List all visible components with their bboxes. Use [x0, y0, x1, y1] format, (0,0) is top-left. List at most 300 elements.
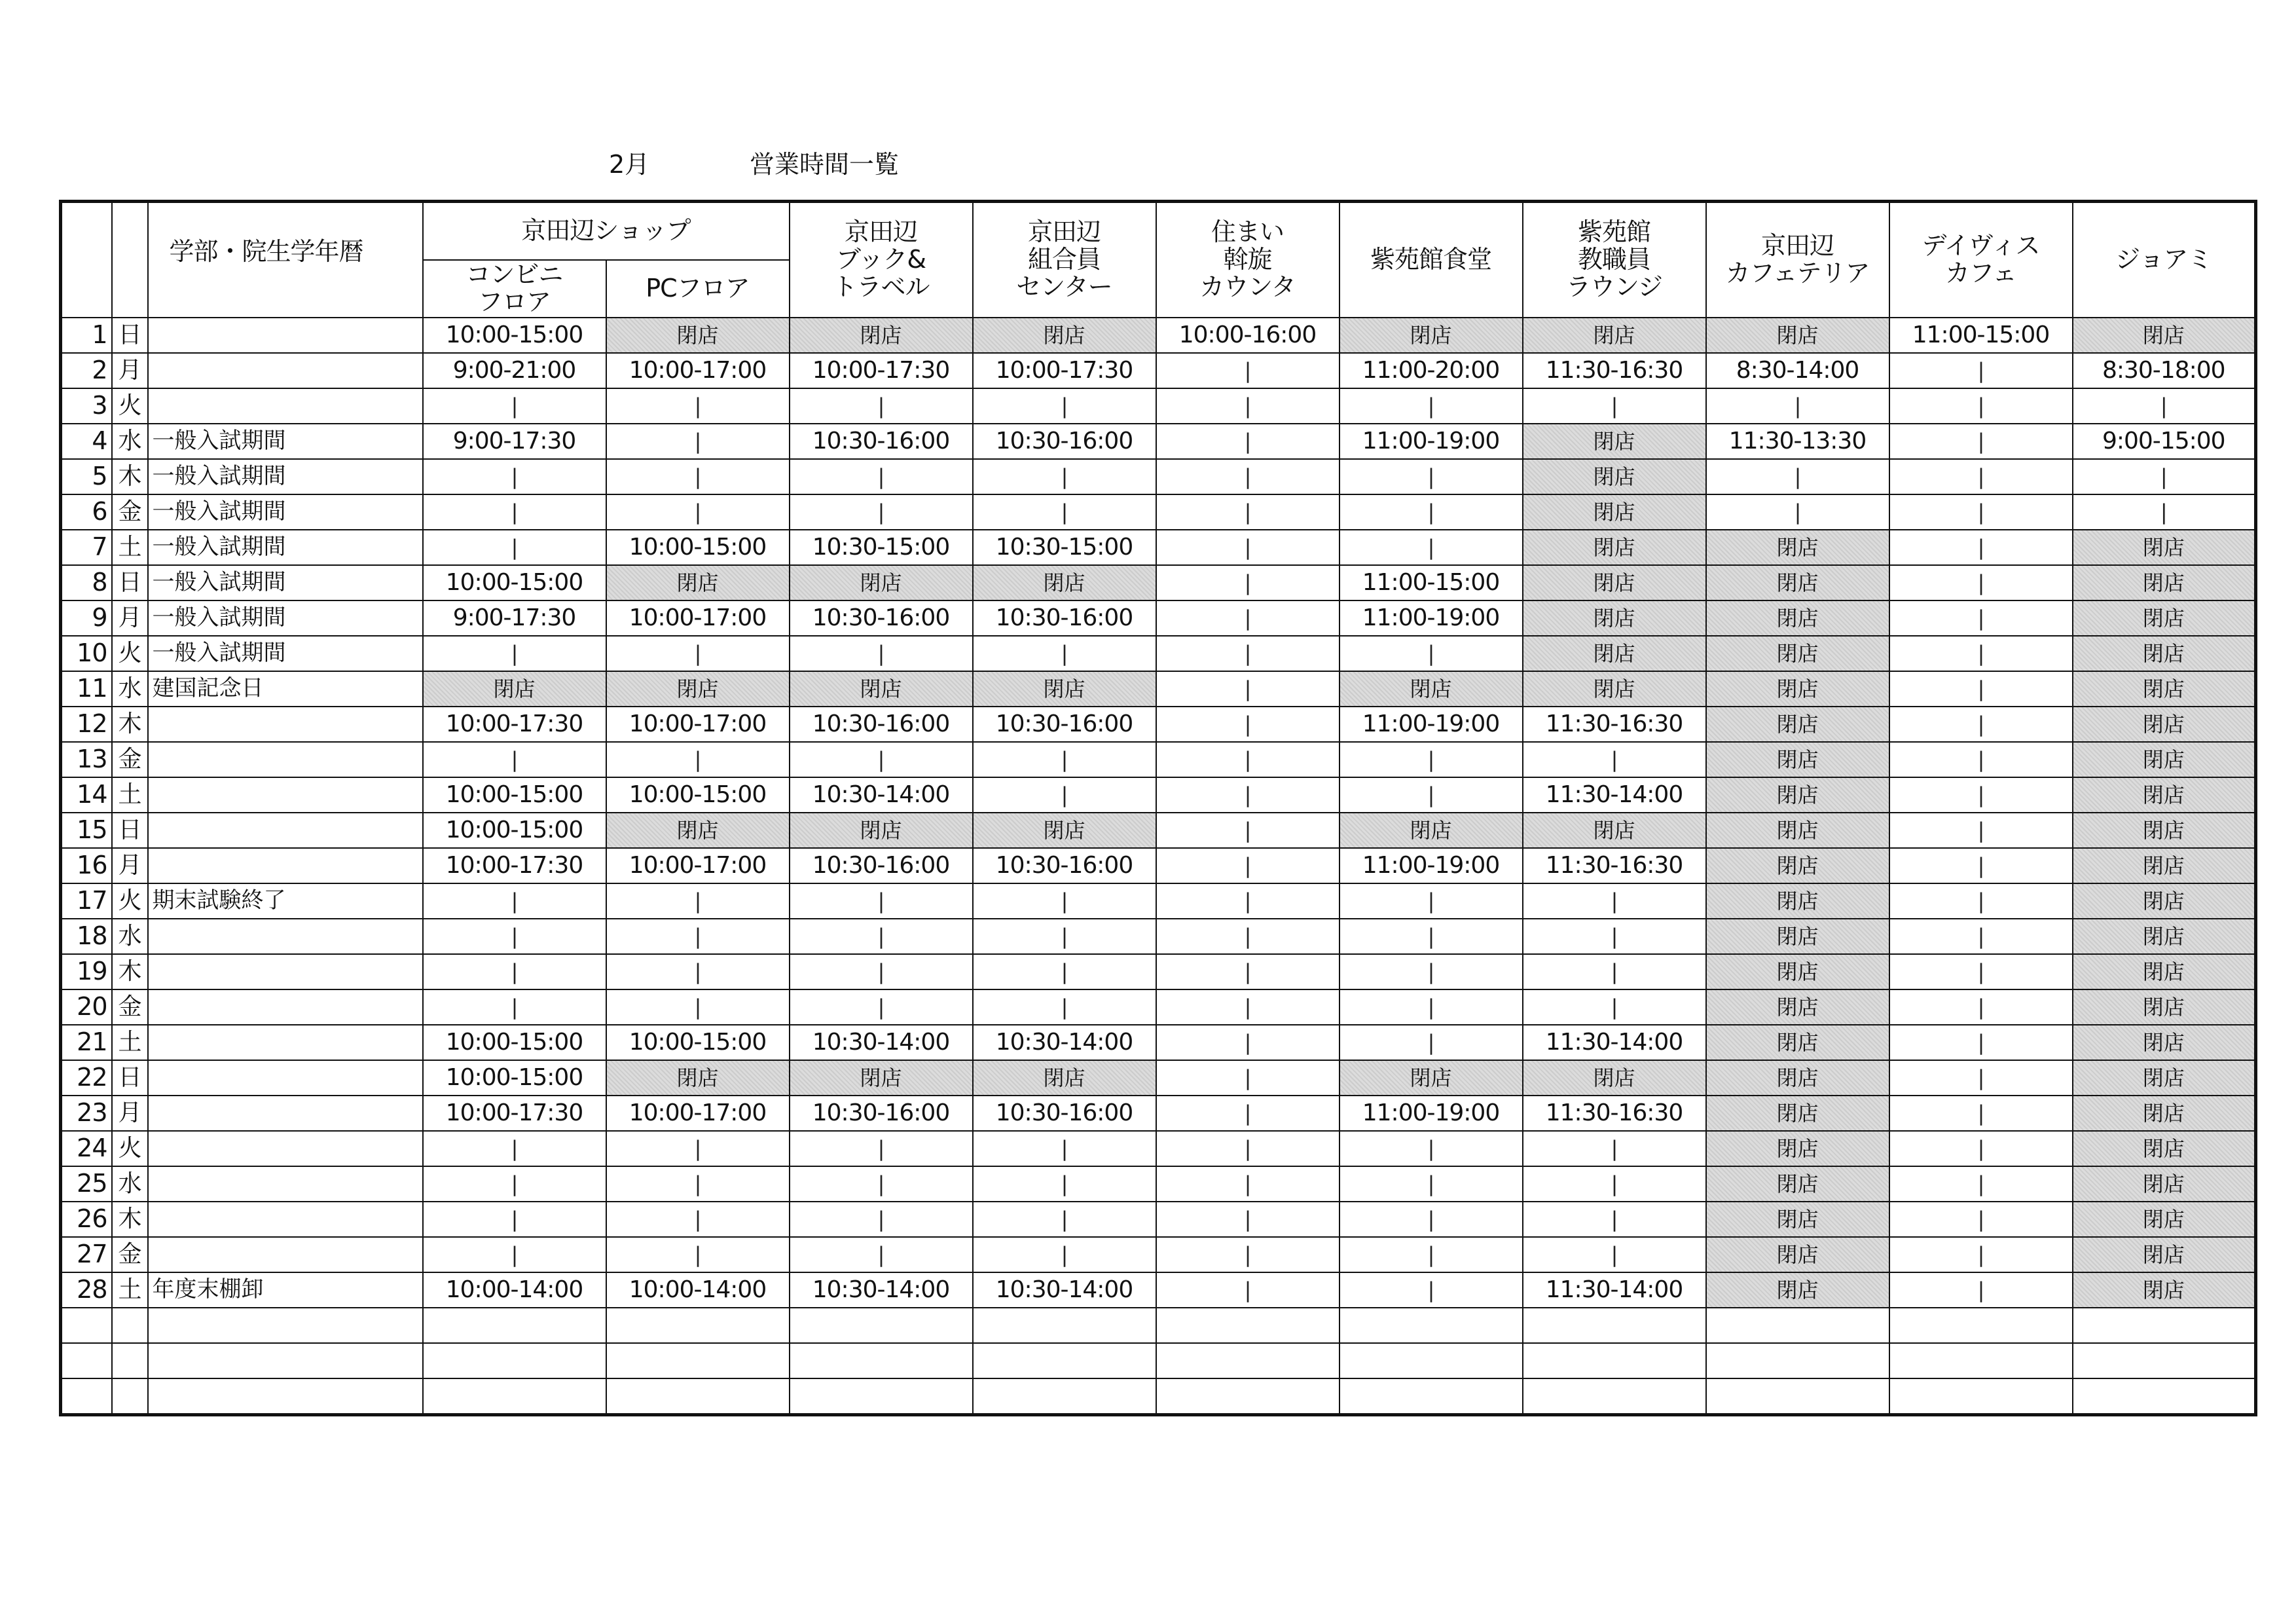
table-row [61, 813, 2256, 848]
hours-cell: | [1889, 742, 2073, 777]
empty-cell [1706, 1378, 1889, 1415]
hours-cell: 8:30-18:00 [2073, 353, 2256, 388]
hours-cell: | [790, 919, 973, 954]
empty-cell [112, 1378, 148, 1415]
hours-cell: | [1889, 777, 2073, 813]
hours-cell: | [1889, 636, 2073, 671]
calendar-cell: 一般入試期間 [148, 600, 423, 636]
calendar-cell: 一般入試期間 [148, 494, 423, 530]
weekday-cell: 水 [112, 424, 148, 459]
empty-cell [423, 1378, 606, 1415]
table-row [61, 742, 2256, 777]
hours-cell: 閉店 [2073, 1237, 2256, 1272]
table-row [61, 530, 2256, 565]
hours-cell: 10:30-16:00 [790, 707, 973, 742]
hours-cell: 11:00-15:00 [1339, 565, 1523, 600]
weekday-cell: 日 [112, 318, 148, 353]
day-cell: 13 [61, 742, 112, 777]
hours-cell: 11:00-19:00 [1339, 424, 1523, 459]
hours-cell: | [1889, 848, 2073, 883]
hours-cell: 閉店 [1523, 318, 1706, 353]
hours-cell: 10:30-14:00 [790, 1272, 973, 1308]
hours-cell: 閉店 [1706, 919, 1889, 954]
hours-cell: 10:00-17:00 [606, 600, 790, 636]
hours-cell: | [973, 636, 1156, 671]
hours-cell: 10:00-17:00 [606, 353, 790, 388]
hours-cell: | [1523, 989, 1706, 1025]
hours-cell: 9:00-21:00 [423, 353, 606, 388]
hours-cell: 10:00-15:00 [423, 777, 606, 813]
table-row [61, 1237, 2256, 1272]
hours-cell: | [1889, 813, 2073, 848]
table-row [61, 1131, 2256, 1166]
weekday-cell: 火 [112, 388, 148, 424]
hours-cell: 閉店 [2073, 1060, 2256, 1096]
hours-cell: | [973, 742, 1156, 777]
calendar-cell [148, 1237, 423, 1272]
hours-cell: 閉店 [1523, 1060, 1706, 1096]
hours-cell: 10:00-17:00 [606, 707, 790, 742]
hours-cell: | [606, 459, 790, 494]
hours-cell: | [1889, 919, 2073, 954]
table-row [61, 318, 2256, 353]
day-cell: 27 [61, 1237, 112, 1272]
hours-cell: | [1339, 777, 1523, 813]
table-row [61, 919, 2256, 954]
hours-cell: 10:00-15:00 [423, 1060, 606, 1096]
hours-cell: 閉店 [1523, 494, 1706, 530]
calendar-cell [148, 1096, 423, 1131]
calendar-cell [148, 1131, 423, 1166]
weekday-cell: 月 [112, 600, 148, 636]
hours-cell: 閉店 [1339, 671, 1523, 707]
weekday-cell: 土 [112, 1025, 148, 1060]
hours-cell: 閉店 [790, 671, 973, 707]
empty-cell [112, 1308, 148, 1343]
weekday-cell: 水 [112, 671, 148, 707]
hours-cell: 10:00-17:30 [423, 707, 606, 742]
day-cell: 22 [61, 1060, 112, 1096]
table-row [61, 1025, 2256, 1060]
hours-cell: | [1889, 883, 2073, 919]
weekday-cell: 火 [112, 636, 148, 671]
hours-cell: | [1523, 1237, 1706, 1272]
weekday-cell: 火 [112, 1131, 148, 1166]
hours-cell: 10:00-17:30 [423, 848, 606, 883]
hours-cell: | [1156, 1025, 1339, 1060]
hours-cell: | [606, 388, 790, 424]
hours-cell: | [1339, 530, 1523, 565]
empty-cell [1523, 1378, 1706, 1415]
header-joami: ジョアミ [2073, 202, 2256, 318]
day-cell: 16 [61, 848, 112, 883]
hours-cell: | [1523, 1202, 1706, 1237]
day-cell: 3 [61, 388, 112, 424]
table-row [61, 989, 2256, 1025]
calendar-cell [148, 989, 423, 1025]
weekday-cell: 月 [112, 1096, 148, 1131]
hours-cell: | [606, 1131, 790, 1166]
hours-cell: 閉店 [1706, 954, 1889, 989]
hours-cell: 閉店 [1706, 636, 1889, 671]
hours-cell: | [1706, 388, 1889, 424]
hours-cell: 閉店 [1706, 848, 1889, 883]
hours-cell: | [1156, 848, 1339, 883]
empty-cell [1156, 1378, 1339, 1415]
hours-cell: 閉店 [2073, 1131, 2256, 1166]
empty-cell [973, 1308, 1156, 1343]
weekday-cell: 金 [112, 494, 148, 530]
hours-cell: 11:00-19:00 [1339, 707, 1523, 742]
page-title: 営業時間一覧 [750, 150, 900, 179]
hours-cell: | [1156, 600, 1339, 636]
hours-cell: 10:00-17:30 [973, 353, 1156, 388]
hours-cell: | [423, 989, 606, 1025]
hours-cell: 10:30-15:00 [973, 530, 1156, 565]
hours-cell: | [1889, 1096, 2073, 1131]
table-row [61, 424, 2256, 459]
weekday-cell: 日 [112, 565, 148, 600]
hours-cell: 8:30-14:00 [1706, 353, 1889, 388]
hours-cell: | [1156, 530, 1339, 565]
header-book-travel: 京田辺 ブック& トラベル [790, 202, 973, 318]
hours-cell: | [1339, 1237, 1523, 1272]
hours-cell: 9:00-17:30 [423, 600, 606, 636]
hours-cell: | [1156, 424, 1339, 459]
empty-cell [1889, 1308, 2073, 1343]
day-cell: 28 [61, 1272, 112, 1308]
empty-cell [606, 1343, 790, 1378]
hours-cell: | [973, 494, 1156, 530]
hours-table [59, 200, 2257, 1416]
hours-cell: | [790, 494, 973, 530]
hours-cell: | [1156, 989, 1339, 1025]
hours-cell: 10:30-16:00 [790, 600, 973, 636]
empty-cell [1339, 1308, 1523, 1343]
hours-cell: | [973, 1202, 1156, 1237]
hours-cell: | [1156, 1131, 1339, 1166]
hours-cell: 閉店 [1523, 600, 1706, 636]
hours-cell: | [1156, 1060, 1339, 1096]
calendar-cell: 建国記念日 [148, 671, 423, 707]
hours-cell: 閉店 [2073, 636, 2256, 671]
hours-cell: 閉店 [1706, 813, 1889, 848]
hours-cell: 11:00-20:00 [1339, 353, 1523, 388]
hours-cell: 閉店 [2073, 707, 2256, 742]
hours-cell: 閉店 [1339, 318, 1523, 353]
hours-cell: 10:00-15:00 [606, 530, 790, 565]
empty-cell [148, 1378, 423, 1415]
hours-cell: | [1156, 742, 1339, 777]
hours-cell: 11:00-19:00 [1339, 1096, 1523, 1131]
hours-cell: 閉店 [2073, 883, 2256, 919]
hours-cell: | [1339, 919, 1523, 954]
day-cell: 11 [61, 671, 112, 707]
hours-cell: 閉店 [2073, 565, 2256, 600]
hours-cell: 閉店 [973, 671, 1156, 707]
hours-cell: 閉店 [1706, 777, 1889, 813]
hours-cell: | [1889, 671, 2073, 707]
hours-cell: 閉店 [1523, 424, 1706, 459]
hours-cell: | [1339, 1166, 1523, 1202]
hours-cell: | [1156, 1237, 1339, 1272]
calendar-cell [148, 353, 423, 388]
table-row [61, 671, 2256, 707]
weekday-cell: 水 [112, 1166, 148, 1202]
hours-cell: 10:30-14:00 [973, 1025, 1156, 1060]
hours-cell: | [790, 1202, 973, 1237]
hours-cell: | [1339, 954, 1523, 989]
hours-cell: 閉店 [1706, 1272, 1889, 1308]
table-row [61, 459, 2256, 494]
hours-cell: | [1156, 1096, 1339, 1131]
hours-cell: 10:30-16:00 [973, 600, 1156, 636]
header-calendar: 学部・院生学年暦 [148, 202, 423, 318]
hours-cell: 10:00-16:00 [1156, 318, 1339, 353]
hours-cell: 閉店 [1706, 1060, 1889, 1096]
header-shop-group: 京田辺ショップ [423, 202, 790, 261]
hours-cell: | [1156, 353, 1339, 388]
empty-cell [1889, 1343, 2073, 1378]
hours-cell: | [1156, 1272, 1339, 1308]
hours-cell: | [790, 459, 973, 494]
day-cell: 2 [61, 353, 112, 388]
header-pc-floor: PCフロア [606, 260, 790, 318]
empty-cell [1339, 1343, 1523, 1378]
hours-cell: 閉店 [1339, 1060, 1523, 1096]
hours-cell: 10:00-17:00 [606, 848, 790, 883]
empty-cell [423, 1308, 606, 1343]
hours-cell: | [973, 919, 1156, 954]
hours-cell: | [1889, 954, 2073, 989]
hours-cell: | [1339, 1272, 1523, 1308]
hours-cell: | [1889, 1060, 2073, 1096]
table-row [61, 494, 2256, 530]
day-cell: 9 [61, 600, 112, 636]
hours-cell: | [1339, 636, 1523, 671]
header-faculty-lounge: 紫苑館 教職員 ラウンジ [1523, 202, 1706, 318]
hours-cell: | [1889, 989, 2073, 1025]
hours-cell: 閉店 [1706, 1025, 1889, 1060]
weekday-cell: 土 [112, 777, 148, 813]
hours-cell: 閉店 [2073, 600, 2256, 636]
header-weekday-blank [112, 202, 148, 318]
hours-cell: 閉店 [606, 318, 790, 353]
hours-cell: | [1706, 459, 1889, 494]
hours-cell: 閉店 [790, 565, 973, 600]
hours-cell: | [606, 494, 790, 530]
weekday-cell: 月 [112, 848, 148, 883]
hours-cell: 閉店 [1523, 813, 1706, 848]
hours-cell: 閉店 [2073, 989, 2256, 1025]
hours-cell: 閉店 [2073, 1166, 2256, 1202]
hours-cell: 10:00-17:00 [606, 1096, 790, 1131]
empty-cell [790, 1378, 973, 1415]
hours-cell: 閉店 [2073, 530, 2256, 565]
hours-cell: | [606, 636, 790, 671]
header-housing-counter: 住まい 斡旋 カウンタ [1156, 202, 1339, 318]
hours-cell: | [1523, 954, 1706, 989]
empty-cell [2073, 1378, 2256, 1415]
hours-cell: | [1156, 671, 1339, 707]
hours-cell: | [1706, 494, 1889, 530]
day-cell: 8 [61, 565, 112, 600]
hours-cell: 閉店 [2073, 919, 2256, 954]
hours-cell: 11:30-16:30 [1523, 1096, 1706, 1131]
hours-cell: | [1339, 388, 1523, 424]
day-cell: 12 [61, 707, 112, 742]
calendar-cell: 一般入試期間 [148, 459, 423, 494]
hours-cell: | [973, 883, 1156, 919]
hours-cell: | [606, 989, 790, 1025]
hours-cell: | [606, 1202, 790, 1237]
calendar-cell [148, 1166, 423, 1202]
day-cell: 1 [61, 318, 112, 353]
day-cell: 25 [61, 1166, 112, 1202]
hours-cell: | [790, 883, 973, 919]
day-cell: 26 [61, 1202, 112, 1237]
weekday-cell: 日 [112, 1060, 148, 1096]
hours-cell: | [606, 1237, 790, 1272]
empty-cell [1156, 1308, 1339, 1343]
hours-cell: | [1889, 388, 2073, 424]
empty-cell [1156, 1343, 1339, 1378]
weekday-cell: 金 [112, 1237, 148, 1272]
hours-cell: 閉店 [423, 671, 606, 707]
empty-cell [2073, 1308, 2256, 1343]
hours-cell: | [423, 1166, 606, 1202]
hours-cell: | [423, 388, 606, 424]
hours-cell: | [790, 742, 973, 777]
hours-cell: | [973, 1131, 1156, 1166]
hours-cell: | [1889, 1202, 2073, 1237]
empty-cell [606, 1378, 790, 1415]
weekday-cell: 木 [112, 1202, 148, 1237]
calendar-cell [148, 707, 423, 742]
hours-cell: | [1889, 1131, 2073, 1166]
hours-cell: 閉店 [1706, 318, 1889, 353]
calendar-cell [148, 388, 423, 424]
hours-cell: 閉店 [790, 1060, 973, 1096]
hours-cell: 閉店 [1706, 1131, 1889, 1166]
hours-cell: 10:00-15:00 [423, 565, 606, 600]
hours-cell: | [1523, 883, 1706, 919]
hours-cell: 11:30-14:00 [1523, 1025, 1706, 1060]
hours-cell: 閉店 [2073, 1025, 2256, 1060]
hours-cell: | [790, 388, 973, 424]
hours-cell: | [1156, 883, 1339, 919]
empty-cell [1706, 1343, 1889, 1378]
hours-cell: | [423, 1237, 606, 1272]
table-row [61, 954, 2256, 989]
hours-cell: 10:00-17:30 [423, 1096, 606, 1131]
hours-cell: | [1156, 813, 1339, 848]
calendar-cell [148, 848, 423, 883]
hours-cell: 閉店 [973, 318, 1156, 353]
calendar-cell: 一般入試期間 [148, 424, 423, 459]
empty-cell [61, 1308, 112, 1343]
hours-cell: 閉店 [1339, 813, 1523, 848]
hours-cell: | [606, 883, 790, 919]
hours-cell: 9:00-15:00 [2073, 424, 2256, 459]
hours-cell: 閉店 [606, 813, 790, 848]
day-cell: 17 [61, 883, 112, 919]
hours-cell: | [2073, 388, 2256, 424]
hours-cell: 11:00-19:00 [1339, 600, 1523, 636]
empty-cell [1339, 1378, 1523, 1415]
hours-cell: 閉店 [2073, 671, 2256, 707]
hours-cell: | [1523, 1166, 1706, 1202]
hours-cell: 閉店 [1706, 565, 1889, 600]
hours-cell: | [1339, 494, 1523, 530]
table-row [61, 565, 2256, 600]
day-cell: 14 [61, 777, 112, 813]
hours-cell: | [973, 1166, 1156, 1202]
hours-cell: | [1889, 707, 2073, 742]
hours-cell: 閉店 [790, 813, 973, 848]
hours-cell: 10:30-14:00 [790, 777, 973, 813]
hours-cell: | [1889, 600, 2073, 636]
hours-cell: | [423, 742, 606, 777]
hours-cell: | [1156, 707, 1339, 742]
day-cell: 24 [61, 1131, 112, 1166]
empty-cell [148, 1308, 423, 1343]
hours-cell: | [1889, 1166, 2073, 1202]
calendar-cell [148, 318, 423, 353]
hours-cell: | [606, 424, 790, 459]
hours-cell: | [790, 1166, 973, 1202]
hours-cell: | [973, 459, 1156, 494]
hours-cell: 閉店 [606, 565, 790, 600]
hours-cell: 閉店 [2073, 318, 2256, 353]
hours-cell: 10:30-14:00 [790, 1025, 973, 1060]
hours-cell: | [423, 636, 606, 671]
hours-cell: 10:00-15:00 [423, 318, 606, 353]
hours-cell: 10:30-15:00 [790, 530, 973, 565]
weekday-cell: 月 [112, 353, 148, 388]
empty-cell [61, 1343, 112, 1378]
day-cell: 5 [61, 459, 112, 494]
empty-row [61, 1308, 2256, 1343]
hours-cell: 閉店 [1706, 1237, 1889, 1272]
header-davis-cafe: デイヴィス カフェ [1889, 202, 2073, 318]
hours-cell: 閉店 [1706, 707, 1889, 742]
hours-cell: 閉店 [1523, 636, 1706, 671]
table-row [61, 707, 2256, 742]
hours-cell: 閉店 [2073, 1202, 2256, 1237]
calendar-cell [148, 1202, 423, 1237]
hours-cell: 10:30-16:00 [973, 1096, 1156, 1131]
hours-cell: 閉店 [973, 565, 1156, 600]
hours-cell: 閉店 [606, 1060, 790, 1096]
weekday-cell: 木 [112, 459, 148, 494]
hours-cell: | [1523, 919, 1706, 954]
hours-cell: | [423, 919, 606, 954]
hours-cell: | [1156, 954, 1339, 989]
weekday-cell: 土 [112, 1272, 148, 1308]
weekday-cell: 土 [112, 530, 148, 565]
hours-cell: 閉店 [973, 813, 1156, 848]
table-row [61, 353, 2256, 388]
weekday-cell: 水 [112, 919, 148, 954]
table-row [61, 1202, 2256, 1237]
month-title: 2月 [609, 150, 650, 179]
hours-cell: | [1339, 989, 1523, 1025]
hours-cell: | [1889, 424, 2073, 459]
weekday-cell: 金 [112, 742, 148, 777]
calendar-cell [148, 954, 423, 989]
hours-cell: 閉店 [2073, 1272, 2256, 1308]
